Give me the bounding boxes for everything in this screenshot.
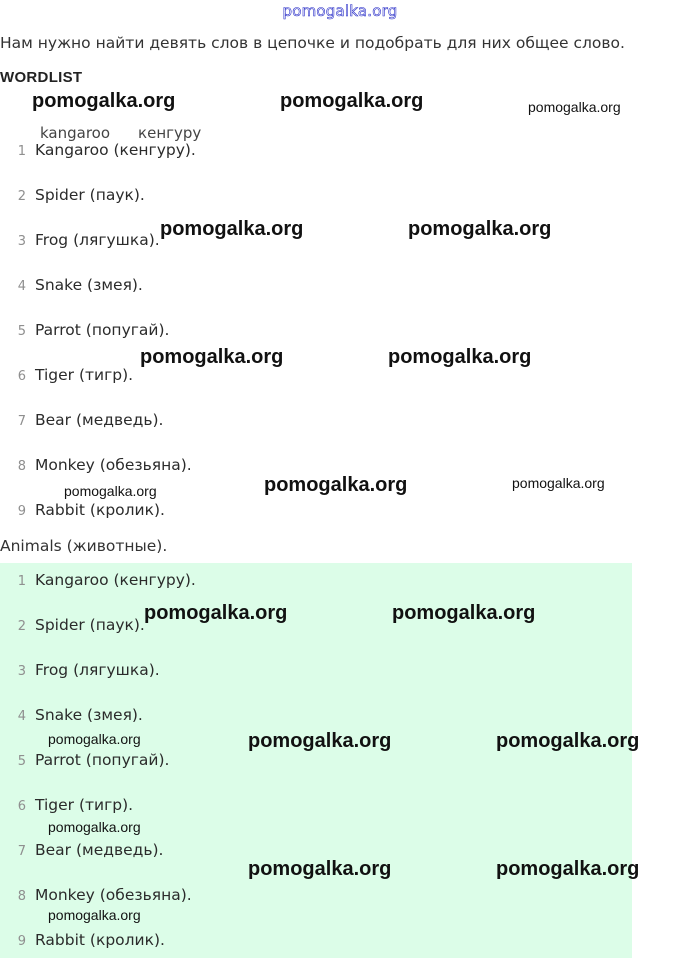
answer-label: Animals (животные). — [0, 537, 168, 555]
watermark: pomogalka.org — [496, 858, 640, 880]
clipped-word-en: kangaroo — [40, 124, 111, 142]
item-text: Frog (лягушка). — [35, 661, 160, 679]
item-number: 5 — [17, 324, 26, 339]
item-text: Snake (змея). — [35, 706, 143, 724]
watermark: pomogalka.org — [160, 218, 304, 240]
item-text: Rabbit (кролик). — [35, 931, 165, 949]
watermark: pomogalka.org — [512, 475, 605, 491]
item-number: 7 — [17, 414, 26, 429]
clipped-line — [40, 118, 240, 142]
item-text: Tiger (тигр). — [35, 366, 134, 384]
item-text: Parrot (попугай). — [35, 321, 170, 339]
item-text: Frog (лягушка). — [35, 231, 160, 249]
watermark: pomogalka.org — [64, 483, 157, 499]
item-number: 4 — [17, 279, 26, 294]
watermark: pomogalka.org — [280, 90, 424, 112]
watermark: pomogalka.org — [408, 218, 552, 240]
item-text: Spider (паук). — [35, 616, 145, 634]
item-text: Kangaroo (кенгуру). — [35, 571, 196, 589]
item-text: Spider (паук). — [35, 186, 145, 204]
item-text: Monkey (обезьяна). — [35, 886, 192, 904]
site-logo: pomogalka.org — [282, 2, 398, 20]
item-number: 3 — [17, 234, 26, 249]
item-text: Rabbit (кролик). — [35, 501, 165, 519]
watermark: pomogalka.org — [248, 858, 392, 880]
item-number: 1 — [17, 144, 26, 159]
task-text: Нам нужно найти девять слов в цепочке и подобрать для них общее слово. — [0, 34, 625, 52]
item-text: Snake (змея). — [35, 276, 143, 294]
item-text: Bear (медведь). — [35, 841, 164, 859]
item-number: 9 — [17, 504, 26, 519]
watermark: pomogalka.org — [388, 346, 532, 368]
item-number: 2 — [17, 189, 26, 204]
item-number: 1 — [17, 574, 26, 589]
watermark: pomogalka.org — [264, 474, 408, 496]
watermark: pomogalka.org — [48, 819, 141, 835]
clipped-word-ru: кенгуру — [138, 124, 202, 142]
item-number: 6 — [17, 799, 26, 814]
watermark: pomogalka.org — [140, 346, 284, 368]
item-number: 9 — [17, 934, 26, 949]
item-text: Kangaroo (кенгуру). — [35, 141, 196, 159]
watermark: pomogalka.org — [528, 99, 621, 115]
item-text: Monkey (обезьяна). — [35, 456, 192, 474]
watermark: pomogalka.org — [48, 907, 141, 923]
item-text: Tiger (тигр). — [35, 796, 134, 814]
item-number: 8 — [17, 889, 26, 904]
wordlist-heading: WORDLIST — [0, 69, 83, 86]
item-number: 6 — [17, 369, 26, 384]
item-number: 4 — [17, 709, 26, 724]
item-text: Parrot (попугай). — [35, 751, 170, 769]
item-number: 5 — [17, 754, 26, 769]
item-text: Bear (медведь). — [35, 411, 164, 429]
item-number: 2 — [17, 619, 26, 634]
item-number: 3 — [17, 664, 26, 679]
item-number: 7 — [17, 844, 26, 859]
watermark: pomogalka.org — [496, 730, 640, 752]
watermark: pomogalka.org — [32, 90, 176, 112]
watermark: pomogalka.org — [248, 730, 392, 752]
item-number: 8 — [17, 459, 26, 474]
watermark: pomogalka.org — [392, 602, 536, 624]
watermark: pomogalka.org — [48, 731, 141, 747]
watermark: pomogalka.org — [144, 602, 288, 624]
